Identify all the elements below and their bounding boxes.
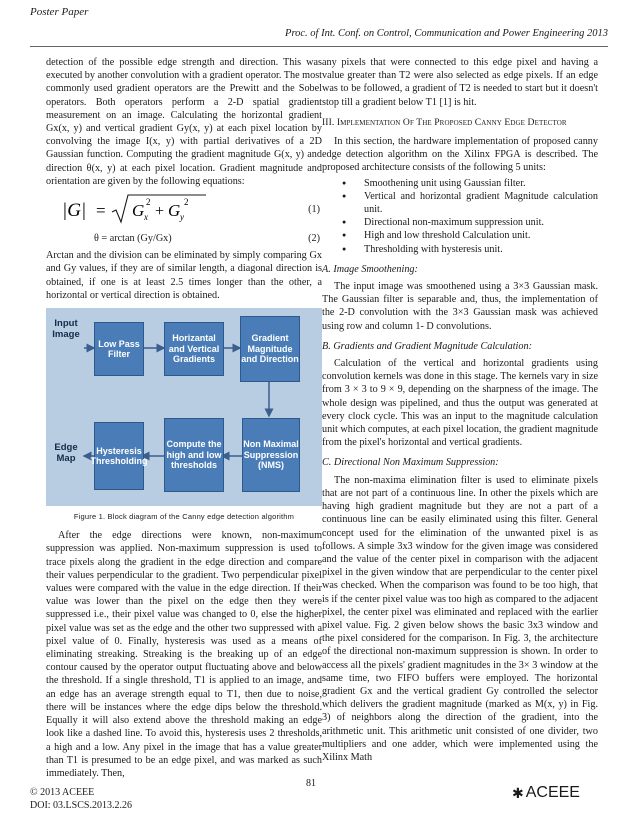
formula-graphic <box>60 192 210 226</box>
figure-caption: Figure 1. Block diagram of the Canny edge detection algorithm <box>73 512 295 522</box>
logo-text: ACEEE <box>525 784 580 801</box>
block-diagram-figure <box>46 308 322 506</box>
page-number: 81 <box>306 778 316 789</box>
paragraph: After the edge directions were known, non-maximum suppression was applied. Non-maximum suppression is used to trace pixels along the gradient in the edge direction and compare their values perpendicular to the gradient. Two perpendicular pixel values were compared with the value in the edge direction. If their value was lower than the pixel on the edge then they were suppressed i.e., their pixel value was changed to 0, else the higher pixel value was set as the edge and the other two suppressed with a pixel value of 0. Finally, hysteresis was used as a means of eliminating streaking. Streaking is the breaking up of an edge contour caused by the operator output fluctuating above and below the threshold. If a single threshold, T1 is applied to an image, and an edge has an average strength equal to T1, then due to noise, there will be instances where the edge dips below the threshold. Equally it will also extend above the threshold making an edge look like a dashed line. To avoid this, hysteresis uses 2 thresholds, a high and a low. Any pixel in the image that has a value greater than T1 is presumed to be an edge pixel, and was marked as such immediately. Then, <box>46 530 322 779</box>
units-list <box>322 177 598 256</box>
conference-header: Proc. of Int. Conf. on Control, Communication and Power Engineering 2013 <box>285 28 608 39</box>
paragraph: Arctan and the division can be eliminated by simply comparing Gx and Gy values, if they are of similar length, a diagonal direction is obtained, if one is at least 2.5 times longer than the other, a horizontal or vertical direction is obtained. <box>46 250 322 301</box>
right-column <box>322 56 598 766</box>
gradients-box: Horizantal and Vertical Gradients <box>164 322 224 376</box>
svg-text:|G|: |G| <box>62 200 87 222</box>
left-column <box>46 56 322 782</box>
svg-text:2: 2 <box>146 197 151 208</box>
nms-box: Non Maximal Suppression (NMS) <box>242 418 300 492</box>
paragraph: In this section, the hardware implementation of proposed canny edge detection algorithm on the Xilinx FPGA is described. The proposed architecture consists of the following 5 units: <box>322 136 598 174</box>
list-item: ● Thresholding with hysteresis unit. <box>356 243 598 256</box>
section-heading: III. Implementation Of The Proposed Canny Edge Detector <box>322 116 567 128</box>
aceee-logo <box>512 784 580 802</box>
paragraph: The input image was smoothened using a 3×3 Gaussian mask. The Gaussian filter is separable and, thus, the implementation of the 2-D convolution with the 3×3 Gaussian mask was achieved using row and column 1- D convolutions. <box>322 281 598 332</box>
subsection-heading: A. Image Smoothening: <box>322 263 418 275</box>
footer-info <box>30 786 132 812</box>
compute-thresholds-box: Compute the high and low thresholds <box>164 418 224 492</box>
gradient-magnitude-formula <box>60 192 210 227</box>
hysteresis-box: Hysteresis Thresholding <box>94 422 144 490</box>
svg-text:G: G <box>132 201 145 221</box>
list-item: ● High and low threshold Calculation unit. <box>356 229 598 242</box>
list-item: ● Smoothening unit using Gaussian filter. <box>356 177 598 190</box>
gradient-magnitude-box: Gradient Magnitude and Direction <box>240 316 300 382</box>
input-image-label: Input Image <box>52 318 80 341</box>
logo-icon: ✱ <box>512 784 524 801</box>
edge-map-label: Edge Map <box>54 442 78 465</box>
svg-text:+: + <box>155 203 165 221</box>
subsection-heading: C. Directional Non Maximum Suppression: <box>322 457 499 469</box>
equation-2 <box>46 232 322 245</box>
equation-number: (2) <box>308 233 320 245</box>
svg-text:G: G <box>168 201 181 221</box>
subsection-heading: B. Gradients and Gradient Magnitude Calculation: <box>322 340 532 352</box>
paragraph: any pixels that were connected to this edge pixel and having a value greater than T2 were also selected as edge pixels. If an edge was to be followed, a gradient of T2 is needed to start but it doesn't stop till a gradient below T1 [1] is hit. <box>322 57 598 108</box>
paragraph: Calculation of the vertical and horizontal gradients using convolution kernels was done in this stage. The kernels vary in size from 3 × 3 to 9 × 9, depending on the sharpness of the image. The whole design was pipelined, and thus the output was generated at every clock cycle. This was an input to the magnitude calculation unit which computes, at each pixel location, the gradient magnitude from the pixel's horizontal and vertical gradients. <box>322 358 598 449</box>
list-item: ● Directional non-maximum suppression unit. <box>356 216 598 229</box>
equation-number: (1) <box>308 204 320 216</box>
paragraph: The non-maxima elimination filter is used to eliminate pixels that are not part of a continuous line. In other the pixels which are having high gradient magnitude but they are not a part of a continuous line can be easily eliminated using this filter. General concept used for the elimination of the unwanted pixel is as follows. A simple 3x3 window for the given image was considered and the value of the center pixel in comparison with the adjacent pixel in the given window that are perpendicular to the center pixel was checked. When the comparison was found to be too high, that is if the center pixel value was too high as compared to the adjacent pixel, the center pixel was eliminated and replaced with the earlier pixel value. Fig. 2 given below shows the basic 3x3 window and the pixel considered for the comparison. In Fig. 3, the architecture of the directional non-maximum suppression is shown. In order to access all the pixels' gradient magnitudes in the 3× 3 window at the same time, two FIFO buffers were employed. The horizontal gradient Gx and the vertical gradient Gy controlled the selector which delivers the gradient magnitude (marked as M(x, y) in Fig. 3) of neighbors along the direction of the gradient, into the arithmetic unit. This arithmetic unit consisted of one divider, two multipliers and one adder, which were implemented using the Xilinx Math <box>322 474 598 763</box>
equation-1 <box>46 192 322 228</box>
low-pass-filter-box: Low Pass Filter <box>94 322 144 376</box>
doi: DOI: 03.LSCS.2013.2.26 <box>30 800 132 811</box>
arctan-formula: θ = arctan (Gy/Gx) <box>94 233 172 245</box>
list-item: ● Vertical and horizontal gradient Magnitude calculation unit. <box>356 190 598 216</box>
header-rule <box>30 46 608 47</box>
copyright: © 2013 ACEEE <box>30 787 95 798</box>
paragraph: detection of the possible edge strength and direction. This was executed by another convolution with a gradient operator. The most commonly used gradient operators are the Prewitt and the Sobel operators. Both operators perform a 2-D spatial gradient measurement on an image. Calculating the horizontal gradient Gx(x, y) and vertical gradient Gy(x, y) at each pixel location by convolving the image I(x, y) with partial derivatives of a 2D Gaussian function. Computing the gradient magnitude G(x, y) and direction θ(x, y) at each pixel location. Gradient magnitude and orientation are given by the following equations: <box>46 57 322 187</box>
svg-text:y: y <box>180 212 184 223</box>
svg-text:x: x <box>144 212 148 223</box>
svg-text:=: = <box>96 201 106 221</box>
poster-paper-label: Poster Paper <box>30 6 89 18</box>
svg-text:2: 2 <box>184 197 189 208</box>
